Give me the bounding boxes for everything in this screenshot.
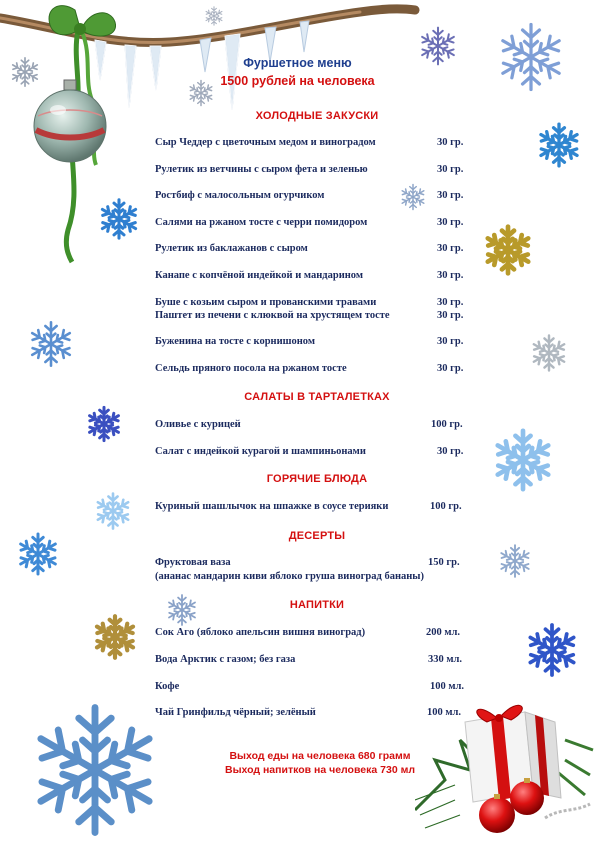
food-output-total: Выход еды на человека 680 грамм [229,750,411,762]
menu-item-qty: 330 мл. [428,654,463,665]
menu-title: Фуршетное меню [243,56,352,70]
section-title-cold: ХОЛОДНЫЕ ЗАКУСКИ [255,110,379,122]
menu-item: Сыр Чеддер с цветочным медом и виноградом [155,137,376,148]
gift-box-with-red-bow [415,700,595,842]
menu-item: Паштет из печени с клюквой на хрустящем тосте [155,310,390,321]
snowflake-icon [84,404,124,444]
snowflake-icon [203,5,225,27]
menu-item: Рулетик из ветчины с сыром фета и зеленью [155,164,368,175]
menu-item: Кофе [155,681,180,692]
menu-item-qty: 30 гр. [437,363,464,374]
menu-item-qty: 30 гр. [437,297,464,308]
menu-item-qty: 100 гр. [431,419,463,430]
menu-item-qty: 100 гр. [430,501,462,512]
menu-item: Рулетик из баклажанов с сыром [155,243,308,254]
christmas-ball-ornament [30,78,110,168]
snowflake-icon [25,318,77,370]
snowflake-icon [96,196,142,242]
menu-item: Оливье с курицей [155,419,241,430]
menu-price: 1500 рублей на человека [220,74,375,88]
menu-item: Салями на ржаном тосте с черри помидором [155,217,368,228]
menu-item-qty: 30 гр. [437,217,464,228]
section-title-desserts: ДЕСЕРТЫ [288,530,346,542]
snowflake-icon [528,332,570,374]
snowflake-icon [90,612,140,662]
snowflake-icon [496,542,534,580]
menu-item: Канапе с копчёной индейкой и мандарином [155,270,363,281]
snowflake-icon [488,410,558,510]
menu-item: Чай Гринфильд чёрный; зелёный [155,707,316,718]
menu-item-qty: 30 гр. [437,137,464,148]
menu-item: Ростбиф с малосольным огурчиком [155,190,325,201]
section-title-drinks: НАПИТКИ [289,599,345,611]
menu-item-qty: 30 гр. [437,243,464,254]
snowflake-icon [92,490,134,532]
menu-item: Салат с индейкой курагой и шампиньонами [155,446,366,457]
menu-item: Буженина на тосте с корнишоном [155,336,316,347]
section-title-salads: САЛАТЫ В ТАРТАЛЕТКАХ [244,391,390,403]
menu-item-qty: 30 гр. [437,310,464,321]
menu-item: Куриный шашлычок на шпажке в соусе терияки [155,501,389,512]
snowflake-icon [398,182,428,212]
menu-item: Буше с козьим сыром и прованскими травами [155,297,377,308]
menu-item: Сок Агo (яблоко апельсин вишня виноград) [155,627,366,638]
menu-item-note: (ананас мандарин киви яблоко груша виноград бананы) [155,571,424,582]
snowflake-icon [480,222,536,278]
snowflake-icon [522,620,582,680]
menu-item: Сельдь пряного посола на ржаном тосте [155,363,347,374]
menu-item-qty: 200 мл. [426,627,461,638]
snowflake-icon [534,120,584,170]
section-title-hot: ГОРЯЧИЕ БЛЮДА [266,473,368,485]
menu-item-qty: 30 гр. [437,336,464,347]
menu-item-qty: 150 гр. [428,557,460,568]
menu-item-qty: 30 гр. [437,270,464,281]
drinks-output-total: Выход напитков на человека 730 мл [224,764,416,776]
menu-item: Фруктовая ваза [155,557,231,568]
menu-item-qty: 100 мл. [427,707,462,718]
menu-item-qty: 30 гр. [437,164,464,175]
menu-item-qty: 30 гр. [437,446,464,457]
snowflake-icon [20,695,170,845]
menu-item-qty: 100 мл. [430,681,465,692]
menu-item: Вода Арктик с газом; без газа [155,654,296,665]
menu-item-qty: 30 гр. [437,190,464,201]
